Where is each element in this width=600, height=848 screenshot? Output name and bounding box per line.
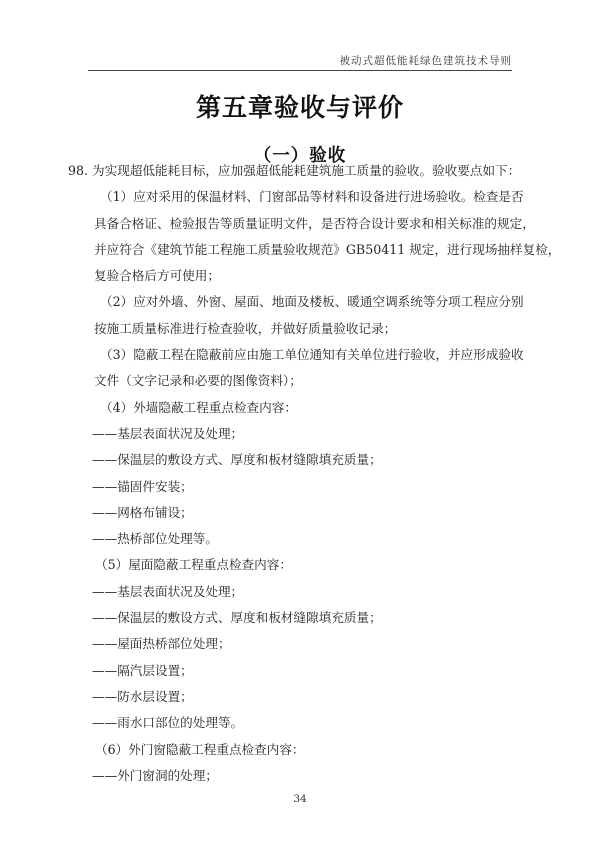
list-item: ——网格布铺设； (92, 504, 193, 520)
item-5-heading: （5）屋面隐蔽工程重点检查内容： (95, 557, 292, 573)
item-1-line-2: 具备合格证、检验报告等质量证明文件，是否符合设计要求和相关标准的规定， (94, 215, 535, 231)
header-rule (88, 70, 512, 71)
page-number: 34 (293, 793, 307, 805)
item-3-line-1: （3）隐蔽工程在隐蔽前应由施工单位通知有关单位进行验收，并应形成验收 (100, 347, 524, 363)
list-item: ——外门窗洞的处理； (92, 767, 218, 783)
clause-98: 98. 为实现超低能耗目标，应加强超低能耗建筑施工质量的验收。验收要点如下： (68, 163, 521, 178)
item-3-line-2: 文件（文字记录和必要的图像资料）； (94, 373, 302, 389)
list-item: ——基层表面状况及处理； (92, 425, 244, 441)
list-item: ——锚固件安装； (92, 478, 193, 494)
list-item: ——屋面热桥部位处理； (92, 636, 231, 652)
list-item: ——热桥部位处理等。 (92, 531, 218, 547)
item-1-line-4: 复验合格后方可使用； (94, 268, 220, 284)
item-2-line-2: 按施工质量标准进行检查验收，并做好质量验收记录； (94, 320, 397, 336)
list-item: ——基层表面状况及处理； (92, 583, 244, 599)
list-item: ——保温层的敷设方式、厚度和板材缝隙填充质量； (92, 452, 382, 468)
list-item: ——隔汽层设置； (92, 662, 193, 678)
list-item: ——保温层的敷设方式、厚度和板材缝隙填充质量； (92, 610, 382, 626)
item-1-line-3: 并应符合《建筑节能工程施工质量验收规范》GB50411 规定，进行现场抽样复检， (94, 241, 561, 257)
section-title: （一）验收 (253, 146, 347, 166)
list-item: ——雨水口部位的处理等。 (92, 715, 244, 731)
list-item: ——防水层设置； (92, 688, 193, 704)
item-1-line-1: （1）应对采用的保温材料、门窗部品等材料和设备进行进场验收。检查是否 (100, 189, 524, 205)
running-header: 被动式超低能耗绿色建筑技术导则 (339, 55, 512, 67)
item-6-heading: （6）外门窗隐蔽工程重点检查内容： (95, 741, 305, 757)
item-4-heading: （4）外墙隐蔽工程重点检查内容： (100, 399, 297, 415)
item-2-line-1: （2）应对外墙、外窗、屋面、地面及楼板、暖通空调系统等分项工程应分别 (100, 294, 524, 310)
chapter-title: 第五章验收与评价 (195, 93, 404, 122)
body-text (68, 158, 561, 789)
